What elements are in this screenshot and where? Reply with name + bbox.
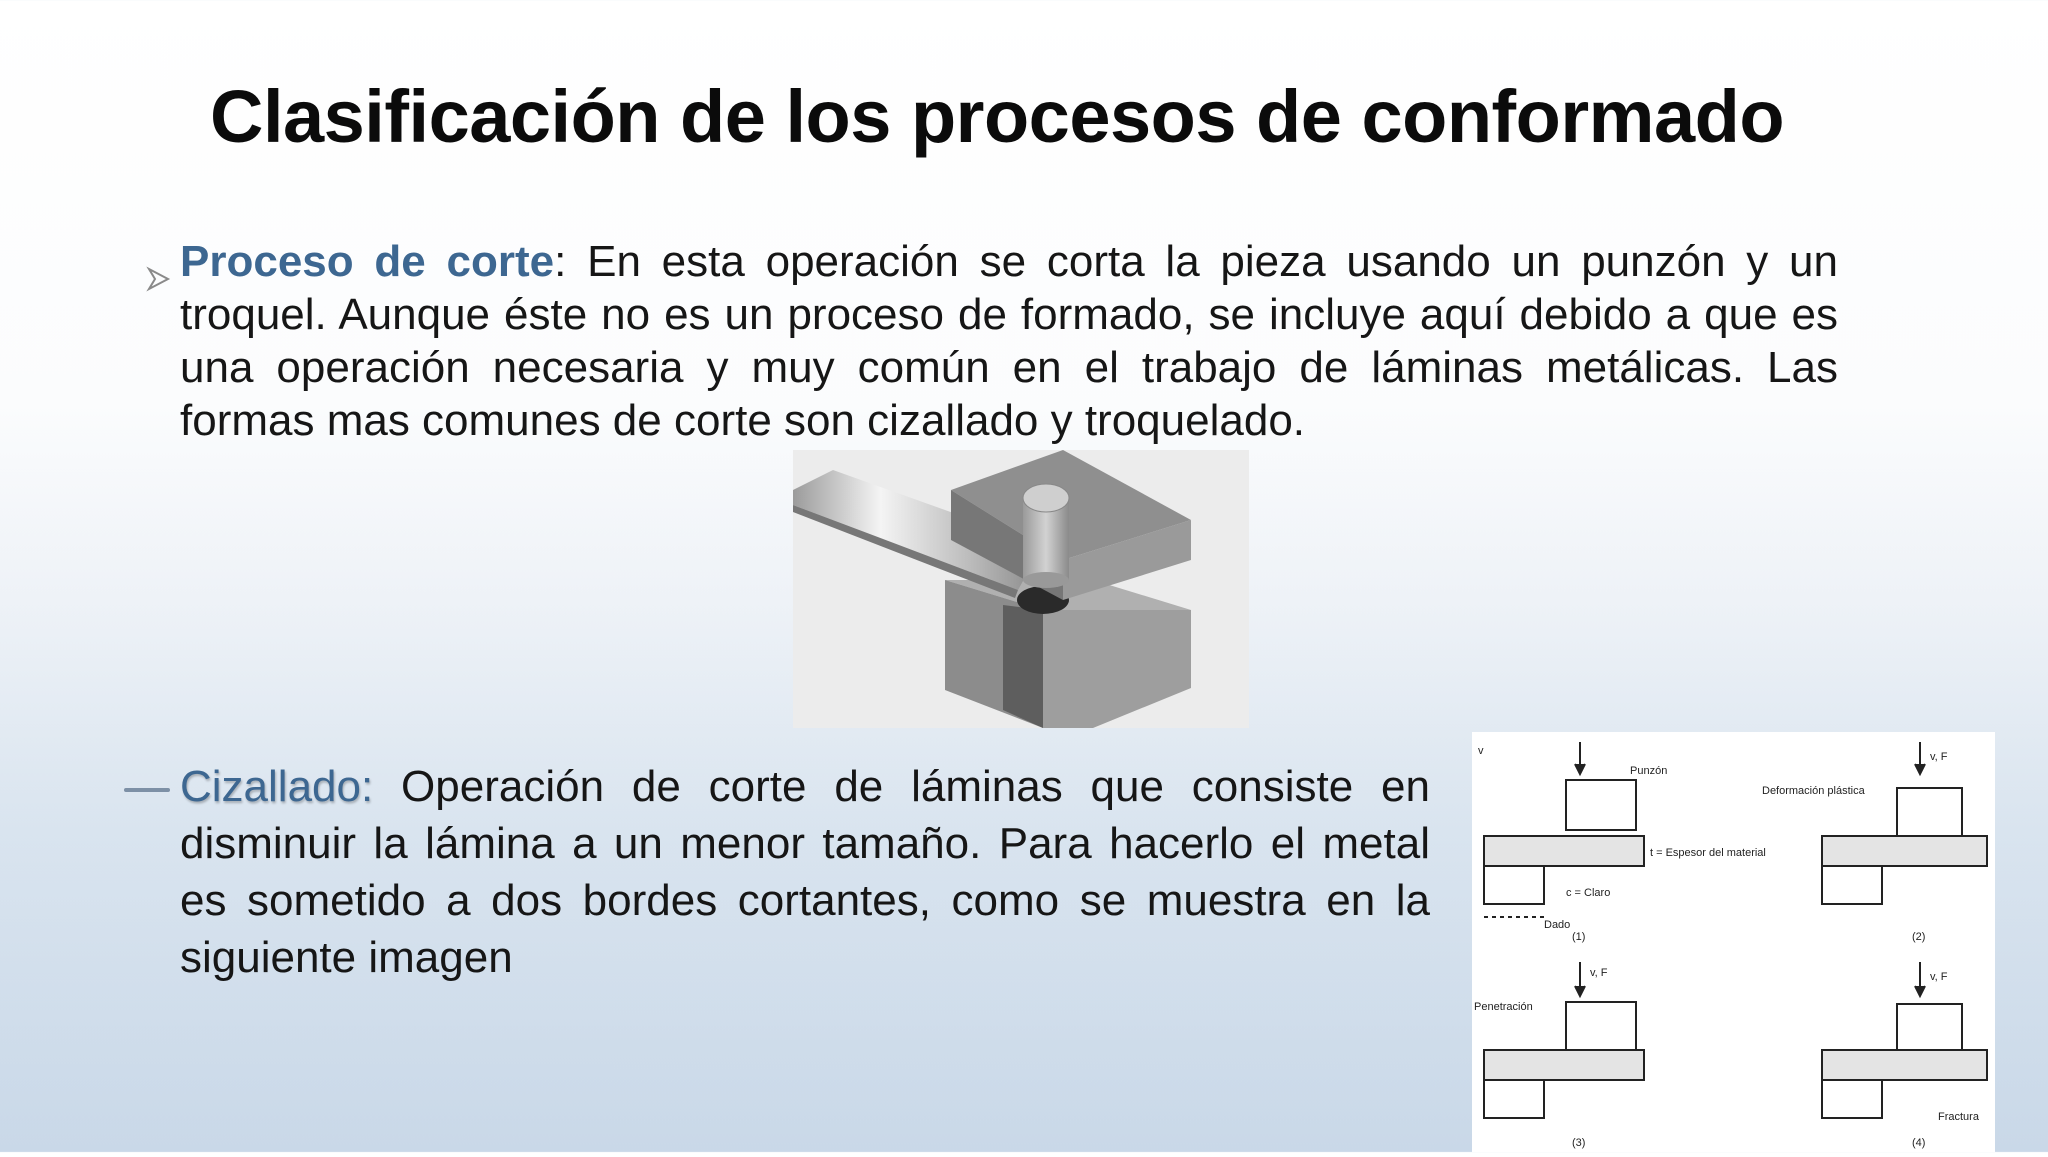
arrowhead-bullet-icon <box>146 251 172 304</box>
proceso-de-corte-heading: Proceso de corte <box>180 237 555 286</box>
label-step-4: (4) <box>1912 1137 1926 1149</box>
punch-die-illustration <box>793 450 1249 728</box>
label-step-3: (3) <box>1572 1137 1586 1149</box>
label-v-1: v <box>1478 745 1484 757</box>
label-step-1: (1) <box>1572 931 1586 943</box>
cizallado-heading: Cizallado: <box>180 762 374 811</box>
dash-bullet-icon <box>124 788 170 792</box>
label-vf-4: v, F <box>1930 971 1948 983</box>
label-punzon: Punzón <box>1630 765 1668 777</box>
label-deformacion: Deformación plástica <box>1762 785 1865 797</box>
proceso-de-corte-text: En esta operación se corta la pieza usando un punzón y un troquel. Aunque éste no es un proceso de formado, se incluye aquí debido a que es una operación necesaria y muy común en el trabajo de láminas metálicas. Las formas mas comunes de corte son cizallado y troquelado. <box>180 237 1839 445</box>
label-espesor: t = Espesor del material <box>1650 847 1766 859</box>
cizallado-text: Operación de corte de láminas que consiste en disminuir la lámina a un menor tamaño. Para hacerlo el metal es sometido a dos bordes cortantes, como se muestra en la siguiente imagen <box>180 762 1430 982</box>
paragraph-cizallado <box>180 758 1430 986</box>
slide-title: Clasificación de los procesos de conformado <box>210 75 1785 158</box>
heading-colon: : <box>554 237 567 286</box>
label-dado: Dado <box>1544 919 1571 931</box>
label-fractura: Fractura <box>1938 1111 1979 1123</box>
label-step-2: (2) <box>1912 931 1926 943</box>
label-vf-2: v, F <box>1930 751 1948 763</box>
label-claro: c = Claro <box>1566 887 1611 899</box>
label-vf-3: v, F <box>1590 967 1608 979</box>
paragraph-proceso-de-corte <box>180 235 1838 447</box>
label-penetracion: Penetración <box>1474 1001 1533 1013</box>
shearing-steps-diagram <box>1472 732 1995 1152</box>
